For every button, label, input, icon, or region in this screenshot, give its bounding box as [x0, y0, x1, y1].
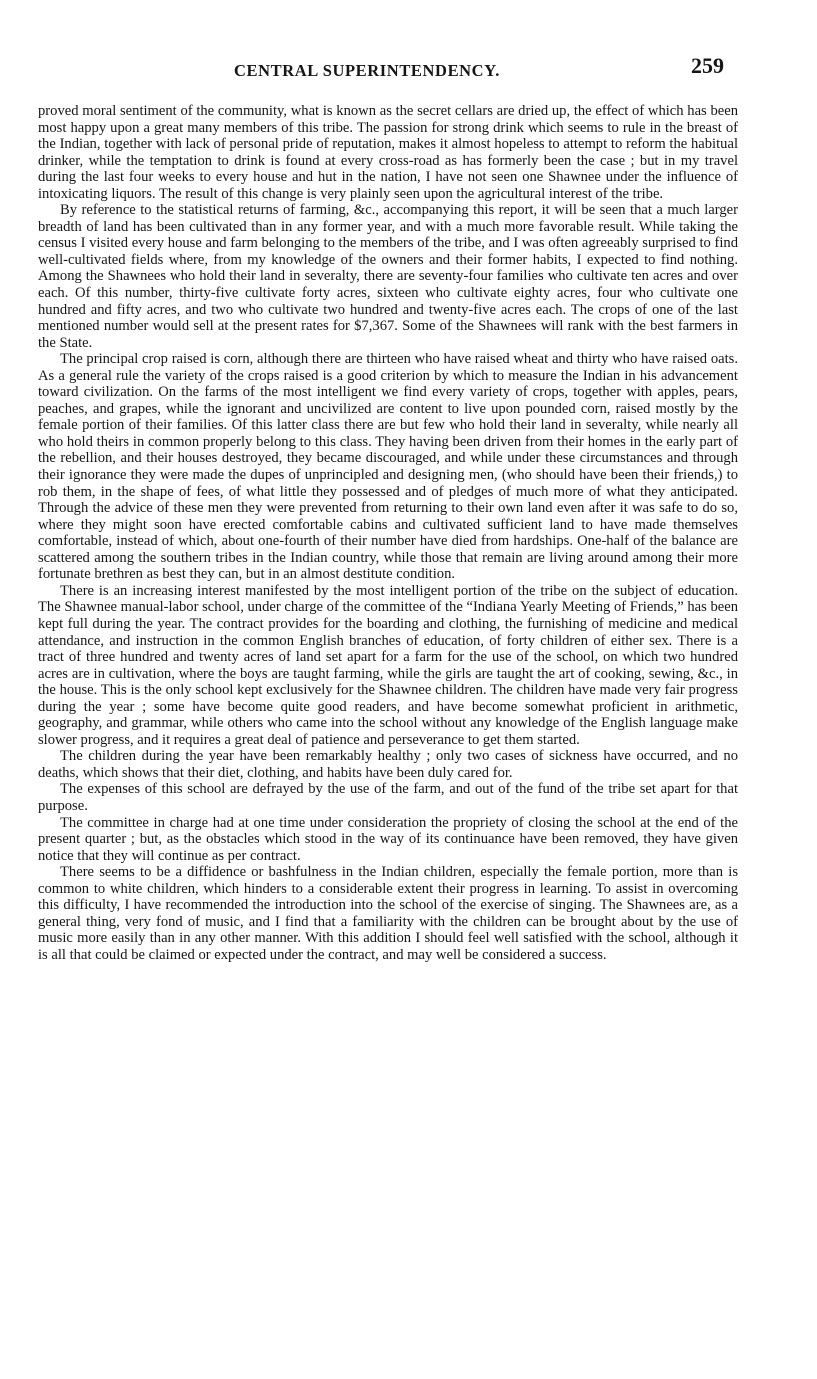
- running-head: CENTRAL SUPERINTENDENCY.: [234, 61, 500, 80]
- paragraph-health: The children during the year have been remarkably healthy ; only two cases of sickness have occurred, and no deaths, which shows that their diet, clothing, and habits have been duly cared for.: [38, 748, 738, 781]
- paragraph-singing: There seems to be a diffidence or bashfulness in the Indian children, especially the female portion, more than is common to white children, which hinders to a considerable extent their progress in learning. To assist in overcoming this difficulty, I have recommended the introduction into the school of the exercise of singing. The Shawnees are, as a general thing, very fond of music, and I find that a familiarity with the children can be brought about by the use of music more easily than in any other manner. With this addition I should feel well satisfied with the school, although it is all that could be claimed or expected under the contract, and may well be considered a success.: [38, 864, 738, 963]
- paragraph-farming: By reference to the statistical returns of farming, &c., accompanying this report, it will be seen that a much larger breadth of land has been cultivated than in any former year, and with a much more favorable result. While taking the census I visited every house and farm belonging to the members of the tribe, and I was often agreeably surprised to find well-cultivated fields where, from my knowledge of the owners and their former habits, I expected to find nothing. Among the Shawnees who hold their land in severalty, there are seventy-four families who cultivate ten acres and over each. Of this number, thirty-five cultivate forty acres, sixteen who cultivate eighty acres, four who cultivate one hundred and fifty acres, and two who cultivate two hundred and twenty-five acres each. The crops of one of the last mentioned number would sell at the present rates for $7,367. Some of the Shawnees will rank with the best farmers in the State.: [38, 202, 738, 351]
- paragraph-expenses: The expenses of this school are defrayed by the use of the farm, and out of the fund of the tribe set apart for that purpose.: [38, 781, 738, 814]
- paragraph-continuation: proved moral sentiment of the community, what is known as the secret cellars are dried up, the effect of which has been most happy upon a great many members of this tribe. The passion for strong drink which seems to rule in the breast of the Indian, together with lack of personal pride of reputation, makes it almost hopeless to attempt to reform the habitual drinker, while the temptation to drink is found at every cross-road as has formerly been the case ; but in my travel during the last four weeks to every house and hut in the nation, I have not seen one Shawnee under the influence of intoxicating liquors. The result of this change is very plainly seen upon the agricultural interest of the tribe.: [38, 103, 738, 202]
- paragraph-committee: The committee in charge had at one time under consideration the propriety of closing the school at the end of the present quarter ; but, as the obstacles which stood in the way of its continuance have been removed, they have given notice that they will continue as per contract.: [38, 814, 738, 864]
- body-text: [38, 103, 738, 963]
- paragraph-education: There is an increasing interest manifested by the most intelligent portion of the tribe on the subject of education. The Shawnee manual-labor school, under charge of the committee of the “Indiana Yearly Meeting of Friends,” has been kept full during the year. The contract provides for the boarding and clothing, the furnishing of medicine and medical attendance, and instruction in the common English branches of education, of forty children of either sex. There is a tract of three hundred and twenty acres of land set apart for a farm for the use of the school, on which two hundred acres are in cultivation, where the boys are taught farming, while the girls are taught the art of cooking, sewing, &c., in the house. This is the only school kept exclusively for the Shawnee children. The children have made very fair progress during the year ; some have become quite good readers, and have become somewhat proficient in arithmetic, geography, and grammar, while others who came into the school without any knowledge of the English language make slower progress, and it requires a great deal of patience and perseverance to get them started.: [38, 582, 739, 748]
- page-number: 259: [691, 53, 724, 78]
- paragraph-crops: The principal crop raised is corn, although there are thirteen who have raised wheat and thirty who have raised oats. As a general rule the variety of the crops raised is a good criterion by which to measure the Indian in his advancement toward civilization. On the farms of the most intelligent we find every variety of crops, together with apples, pears, peaches, and grapes, while the ignorant and uncivilized are content to live upon pounded corn, raised mostly by the female portion of their families. Of this latter class there are but few who hold their land in severalty, while nearly all who hold theirs in common properly belong to this class. They having been driven from their homes in the early part of the rebellion, and their houses destroyed, they became discouraged, and while under these circumstances and through their ignorance they were made the dupes of unprincipled and designing men, (who should have been their friends,) to rob them, in the shape of fees, of what little they possessed and of pledges of much more of what they anticipated. Through the advice of these men they were prevented from returning to their own land even after it was safe to do so, where they might soon have erected comfortable cabins and cultivated sufficient land to have made themselves comfortable, instead of which, about one-fourth of their number have died from hardships. One-half of the balance are scattered among the southern tribes in the Indian country, while those that remain are living around among their more fortunate brethren as best they can, but in an almost destitute condition.: [38, 351, 738, 583]
- page-header: [38, 52, 738, 92]
- document-page: [38, 52, 739, 963]
